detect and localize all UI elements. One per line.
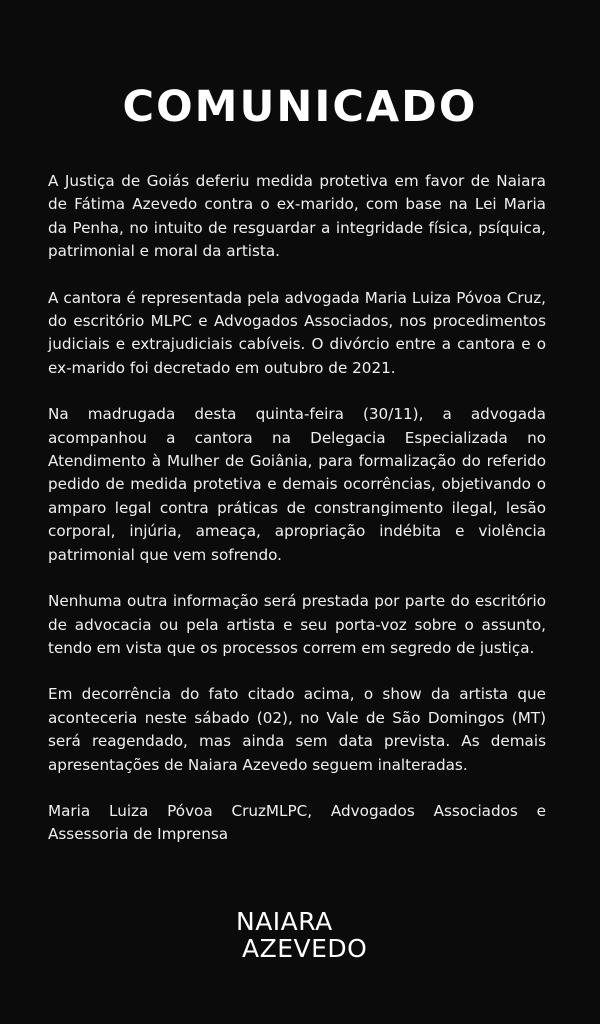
paragraph-signature: Maria Luiza Póvoa CruzMLPC, Advogados Associados e Assessoria de Imprensa [48,801,546,844]
paragraph-protective-order: A Justiça de Goiás deferiu medida protetiva em favor de Naiara de Fátima Azevedo contra o ex-marido, com base na Lei Maria da Penha, no intuito de resguardar a integridade física, psíquica, patrimonial e moral da artista. [48,172,546,261]
statement-body [48,170,546,870]
paragraph-show-rescheduled: Em decorrência do fato citado acima, o show da artista que aconteceria neste sábado (02), no Vale de São Domingos (MT) será reagendado, mas ainda sem data prevista. As demais apresentações de Naiara Azevedo seguem inalteradas. [48,685,546,774]
paragraph-police-report: Na madrugada desta quinta-feira (30/11), a advogada acompanhou a cantora na Delegacia Especializada no Atendimento à Mulher de Goiânia, para formalização do referido pedido de medida protetiva e demais ocorrências, objetivando o amparo legal contra práticas de constrangimento ilegal, lesão corporal, injúria, ameaça, apropriação indébita e violência patrimonial que vem sofrendo. [48,405,546,564]
paragraph-confidentiality: Nenhuma outra informação será prestada por parte do escritório de advocacia ou pela artista e seu porta-voz sobre o assunto, tendo em vista que os processos correm em segredo de justiça. [48,592,546,657]
logo-line-naiara: NAIARA [236,907,333,936]
statement-title: COMUNICADO [122,82,478,132]
naiara-azevedo-logo [234,908,374,970]
paragraph-legal-representation: A cantora é representada pela advogada Maria Luiza Póvoa Cruz, do escritório MLPC e Advogados Associados, nos procedimentos judiciais e extrajudiciais cabíveis. O divórcio entre a cantora e o ex-marido foi decretado em outubro de 2021. [48,288,546,377]
logo-line-azevedo: AZEVEDO [242,934,368,963]
